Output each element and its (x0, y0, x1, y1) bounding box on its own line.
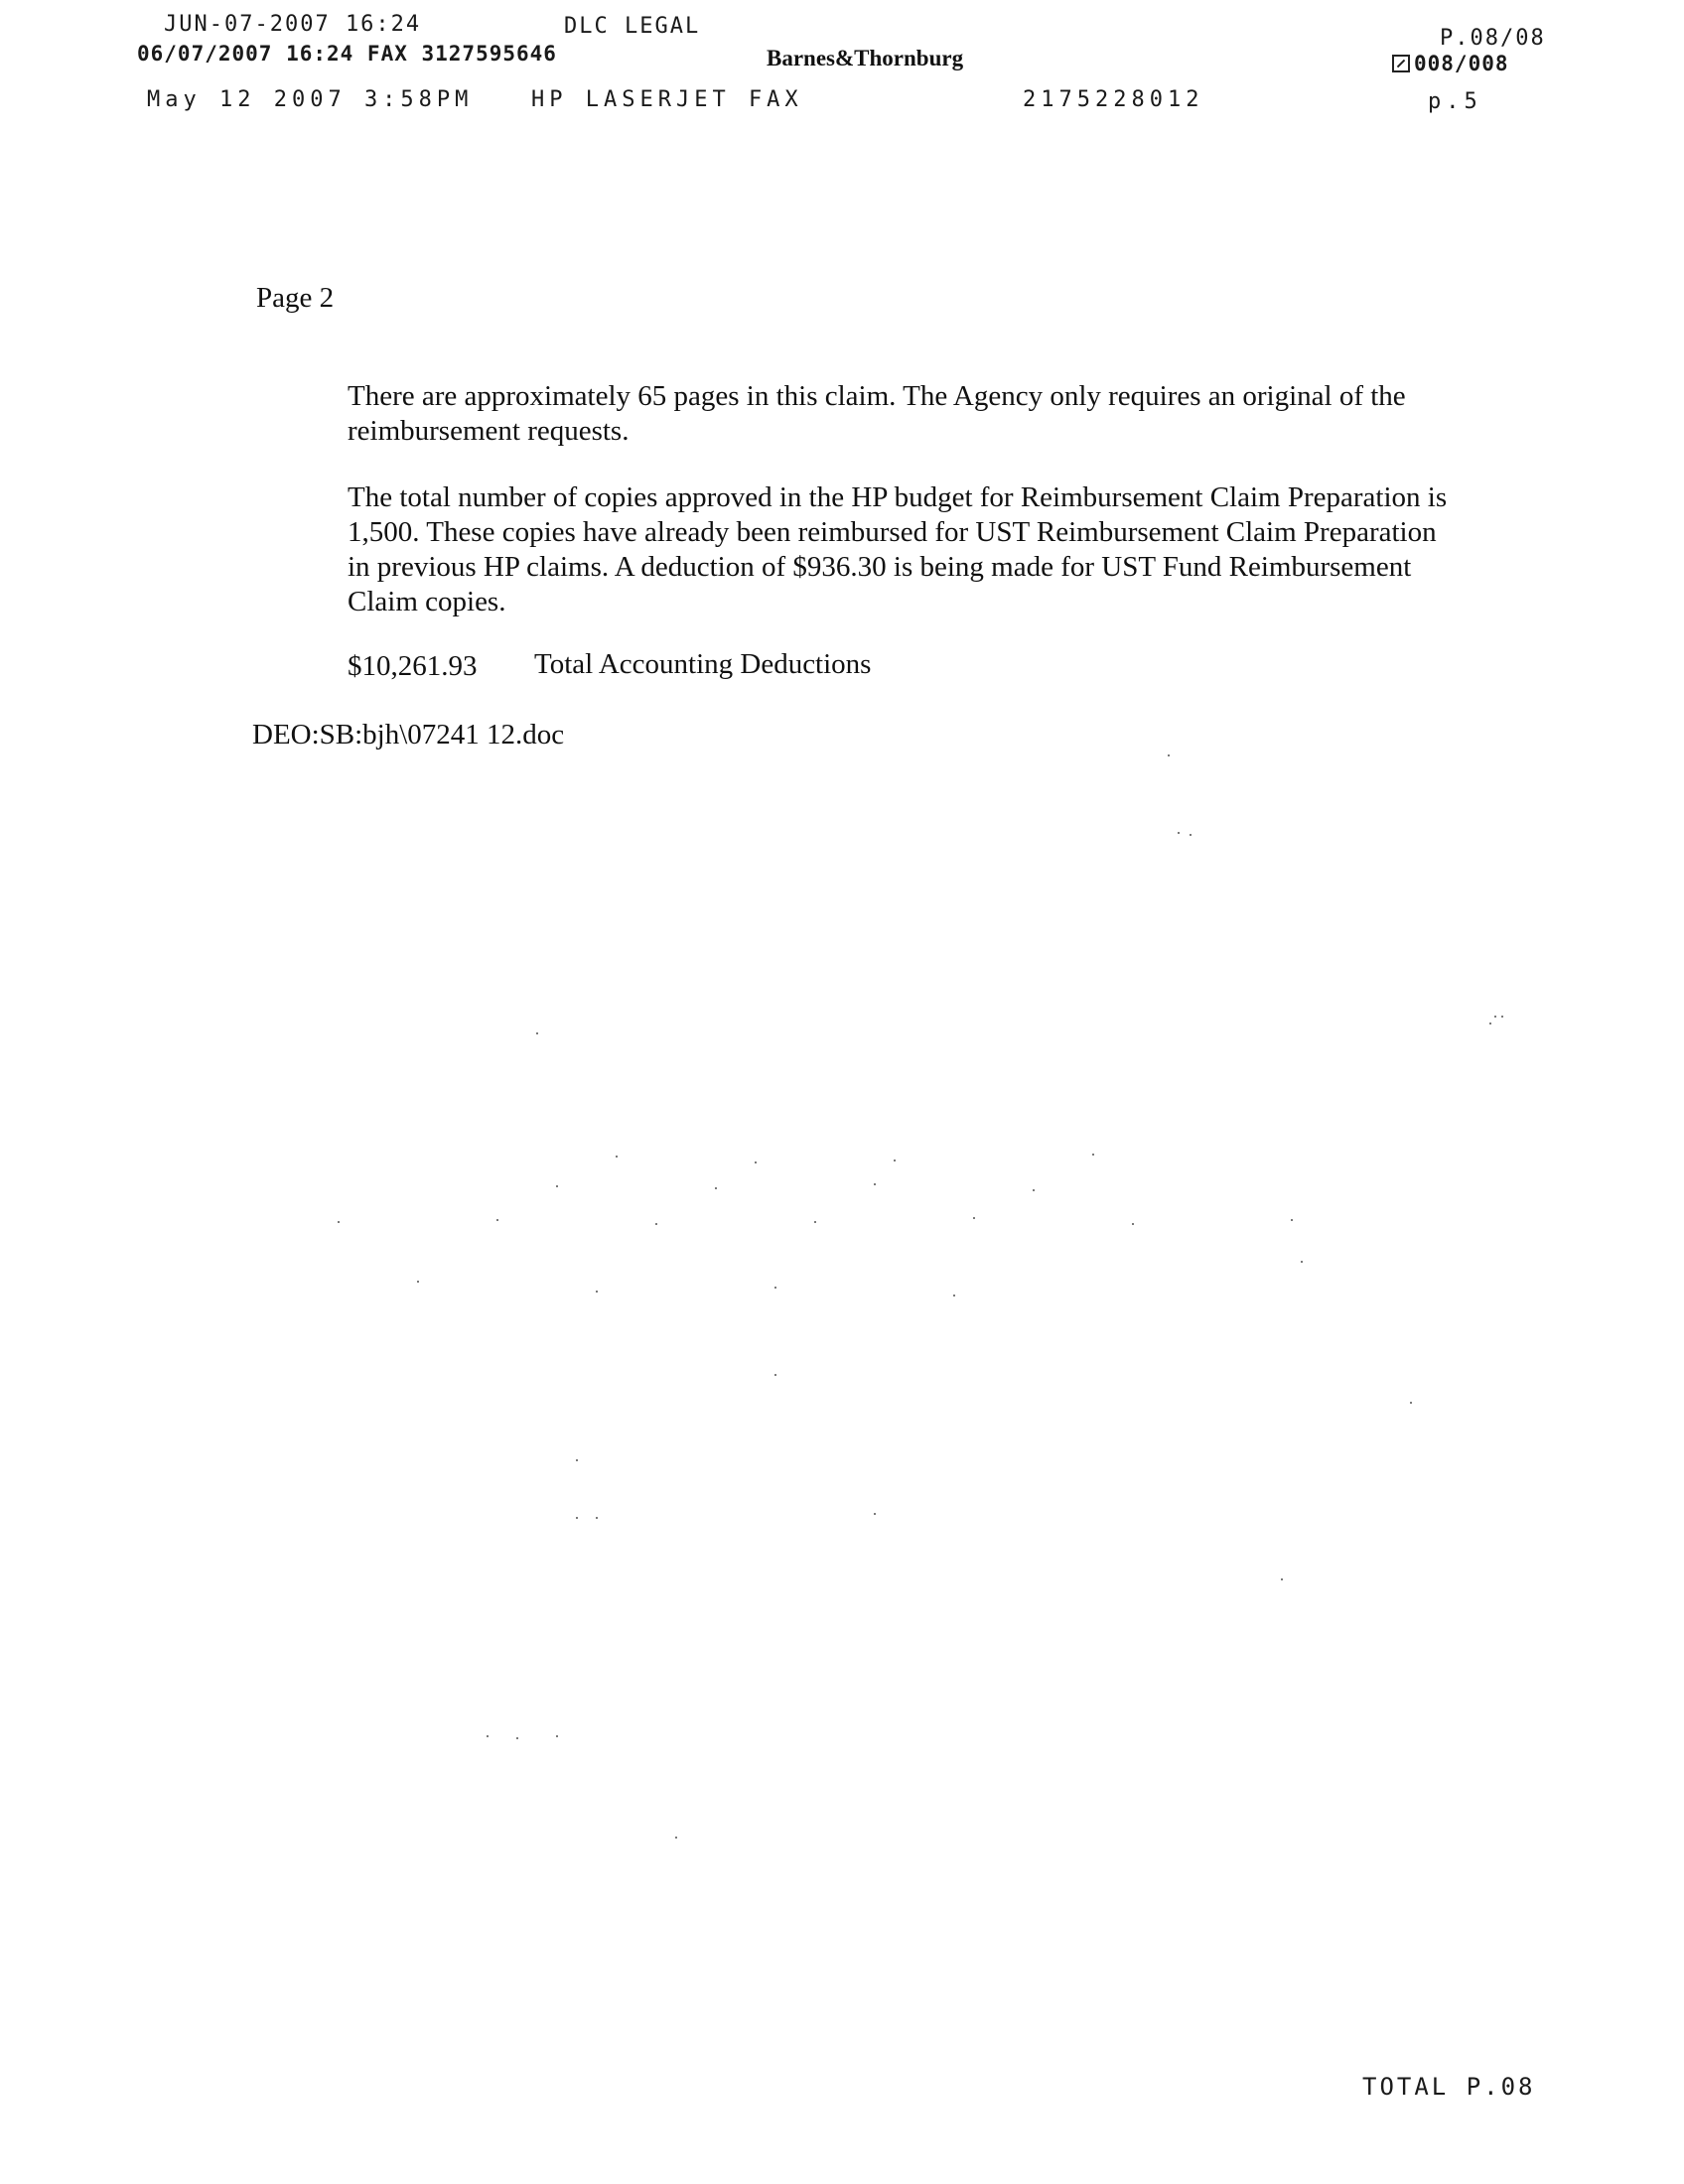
fax-icon (1392, 55, 1410, 72)
paragraph-copies (348, 480, 1460, 619)
noise-speck (1281, 1578, 1283, 1580)
fax-header-page-1: P.08/08 (1440, 26, 1546, 51)
noise-speck (1489, 1023, 1491, 1024)
noise-speck (953, 1295, 955, 1297)
noise-speck (675, 1837, 677, 1839)
noise-speck (1190, 834, 1192, 836)
noise-speck (1410, 1402, 1412, 1404)
noise-speck (1033, 1189, 1035, 1191)
noise-speck (417, 1281, 419, 1283)
noise-speck (516, 1737, 518, 1739)
noise-speck (655, 1223, 657, 1225)
noise-speck (556, 1735, 558, 1737)
noise-speck (1092, 1154, 1094, 1156)
fax-header-page-3: p.5 (1428, 89, 1482, 114)
noise-speck (338, 1221, 340, 1223)
noise-speck (1168, 754, 1170, 756)
fax-header-machine-3: HP LASERJET FAX (531, 87, 803, 112)
noise-speck (596, 1291, 598, 1293)
noise-speck (1501, 1016, 1503, 1018)
noise-speck (874, 1513, 876, 1515)
noise-speck (774, 1287, 776, 1289)
total-label: Total Accounting Deductions (534, 648, 872, 680)
noise-speck (556, 1185, 558, 1187)
noise-speck (715, 1187, 717, 1189)
noise-speck (755, 1161, 757, 1163)
noise-speck (576, 1517, 578, 1519)
noise-speck (496, 1219, 498, 1221)
page-label: Page 2 (256, 282, 335, 314)
noise-speck (576, 1459, 578, 1461)
noise-speck (973, 1217, 975, 1219)
document-reference: DEO:SB:bjh\07241 12.doc (252, 719, 565, 751)
fax-header-page-2 (1392, 52, 1509, 75)
fax-header-datetime-2: 06/07/2007 16:24 FAX 3127595646 (137, 42, 557, 66)
fax-header-datetime-3: May 12 2007 3:58PM (147, 87, 474, 112)
noise-speck (894, 1160, 896, 1161)
fax-header-number-3: 2175228012 (1023, 87, 1204, 112)
noise-speck (1494, 1016, 1496, 1018)
noise-speck (874, 1183, 876, 1185)
noise-speck (1301, 1261, 1303, 1263)
noise-speck (616, 1156, 618, 1158)
fax-header-datetime-1: JUN-07-2007 16:24 (164, 12, 422, 37)
fax-header-page-2-text: 008/008 (1414, 52, 1509, 75)
noise-speck (814, 1221, 816, 1223)
paragraph-text: There are approximately 65 pages in this claim. The Agency only requires an original of the reimbursement requests. (348, 380, 1406, 447)
noise-speck (1178, 832, 1180, 834)
footer-total-pages: TOTAL P.08 (1362, 2073, 1536, 2101)
noise-speck (487, 1735, 489, 1737)
fax-header-sender-1: DLC LEGAL (564, 14, 701, 39)
total-amount: $10,261.93 (348, 650, 478, 682)
noise-speck (536, 1032, 538, 1034)
noise-speck (1132, 1223, 1134, 1225)
fax-header-sender-2: Barnes&Thornburg (767, 46, 964, 70)
paragraph-text: The total number of copies approved in the HP budget for Reimbursement Claim Preparation is 1,500. These copies have already been reimbursed for UST Reimbursement Claim Preparation in previous HP claims. A deduction of $936.30 is being made for UST Fund Reimbursement Claim copies. (348, 481, 1448, 617)
noise-speck (1291, 1219, 1293, 1221)
paragraph-page-count (348, 379, 1489, 449)
noise-speck (774, 1374, 776, 1376)
noise-speck (596, 1517, 598, 1519)
